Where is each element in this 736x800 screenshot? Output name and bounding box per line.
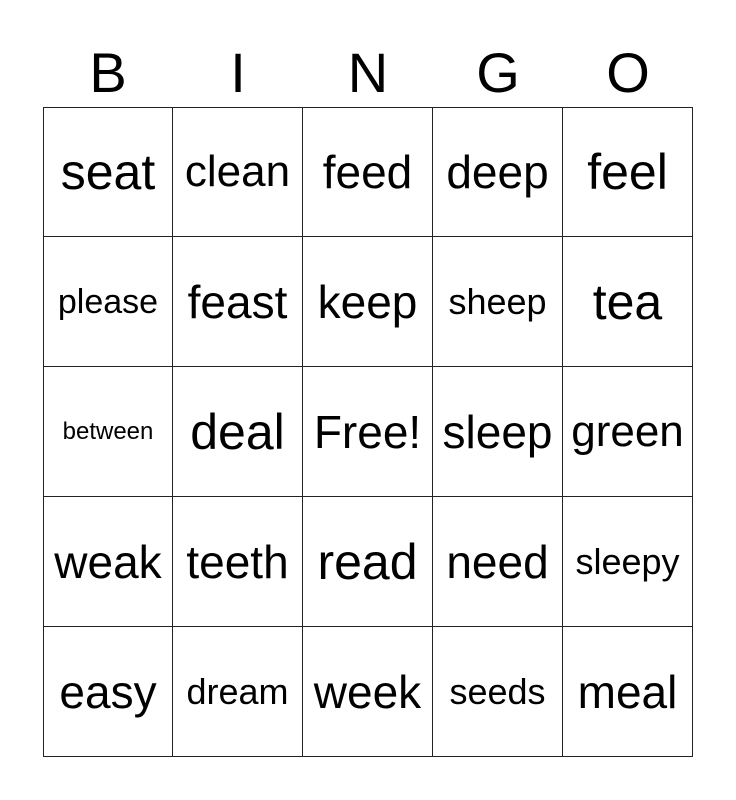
bingo-cell-r0-c2[interactable]: feed — [303, 107, 433, 237]
bingo-cell-r4-c4[interactable]: meal — [563, 627, 693, 757]
bingo-cell-r4-c3[interactable]: seeds — [433, 627, 563, 757]
bingo-cell-r3-c1[interactable]: teeth — [173, 497, 303, 627]
bingo-header — [43, 42, 693, 104]
bingo-cell-r2-c3[interactable]: sleep — [433, 367, 563, 497]
bingo-cell-r1-c3[interactable]: sheep — [433, 237, 563, 367]
bingo-cell-r0-c0[interactable]: seat — [43, 107, 173, 237]
bingo-cell-r1-c1[interactable]: feast — [173, 237, 303, 367]
bingo-cell-r3-c2[interactable]: read — [303, 497, 433, 627]
bingo-cell-r4-c2[interactable]: week — [303, 627, 433, 757]
header-letter-i: I — [230, 41, 246, 104]
bingo-cell-r2-c0[interactable]: between — [43, 367, 173, 497]
header-letter-n: N — [347, 41, 389, 104]
bingo-cell-r1-c0[interactable]: please — [43, 237, 173, 367]
bingo-cell-r0-c4[interactable]: feel — [563, 107, 693, 237]
bingo-cell-r1-c4[interactable]: tea — [563, 237, 693, 367]
bingo-cell-r4-c1[interactable]: dream — [173, 627, 303, 757]
bingo-cell-r2-c1[interactable]: deal — [173, 367, 303, 497]
bingo-cell-free-space[interactable]: Free! — [303, 367, 433, 497]
header-letter-g: G — [476, 41, 520, 104]
bingo-cell-r0-c1[interactable]: clean — [173, 107, 303, 237]
bingo-cell-r3-c4[interactable]: sleepy — [563, 497, 693, 627]
bingo-cell-r0-c3[interactable]: deep — [433, 107, 563, 237]
bingo-cell-r1-c2[interactable]: keep — [303, 237, 433, 367]
bingo-cell-r3-c0[interactable]: weak — [43, 497, 173, 627]
header-letter-o: O — [606, 41, 650, 104]
bingo-cell-r4-c0[interactable]: easy — [43, 627, 173, 757]
bingo-board — [43, 107, 693, 757]
header-letter-b: B — [89, 41, 127, 104]
bingo-cell-r3-c3[interactable]: need — [433, 497, 563, 627]
bingo-cell-r2-c4[interactable]: green — [563, 367, 693, 497]
